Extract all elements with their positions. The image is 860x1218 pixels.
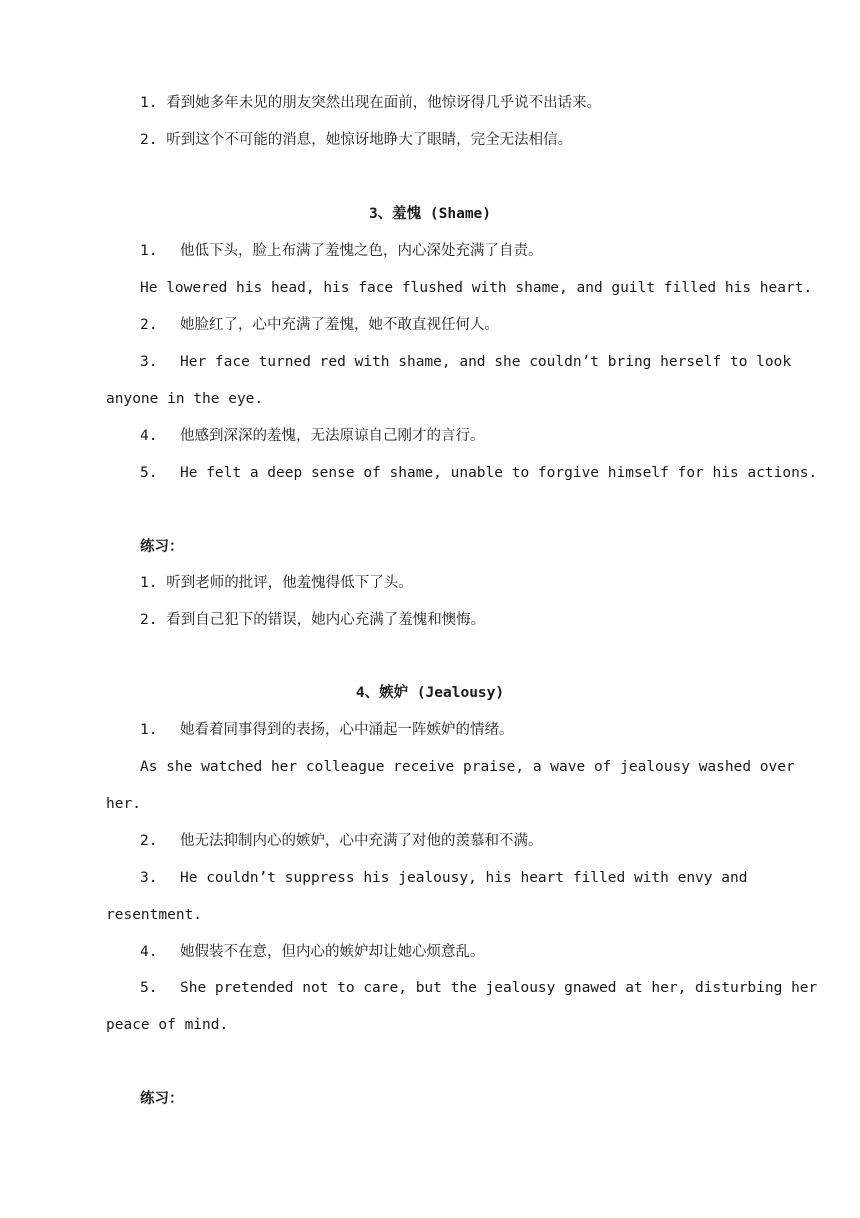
sentence-number: 4. [140,944,158,960]
sentence-cn: 他感到深深的羞愧，无法原谅自己刚才的言行。 [180,428,485,444]
section-heading-shame: 3、羞愧 (Shame) [368,206,492,222]
section-heading-jealousy: 4、嫉妒 (Jealousy) [355,685,505,701]
sentence-en: He lowered his head, his face flushed with shame, and guilt filled his heart. [140,280,813,296]
sentence-number: 5. [140,465,158,481]
sentence-en: As she watched her colleague receive praise, a wave of jealousy washed over [140,759,795,775]
practice-item: 2. 看到自己犯下的错误，她内心充满了羞愧和懊悔。 [140,612,486,628]
sentence-number: 1. [140,722,158,738]
sentence-number: 1. [140,243,158,259]
sentence-en: He couldn’t suppress his jealousy, his heart filled with envy and [180,870,748,886]
sentence-en: He felt a deep sense of shame, unable to forgive himself for his actions. [180,465,818,481]
sentence-cn: 她脸红了，心中充满了羞愧，她不敢直视任何人。 [180,317,499,333]
sentence-cn: 她假装不在意，但内心的嫉妒却让她心烦意乱。 [180,944,485,960]
sentence-number: 5. [140,980,158,996]
sentence-en-continued: her. [106,796,141,812]
practice-label: 练习： [140,1091,184,1107]
sentence-cn: 他低下头，脸上布满了羞愧之色，内心深处充满了自责。 [180,243,543,259]
sentence-en-continued: anyone in the eye. [106,391,264,407]
sentence-en: Her face turned red with shame, and she couldn’t bring herself to look [180,354,792,370]
practice-item: 2. 听到这个不可能的消息，她惊讶地睁大了眼睛，完全无法相信。 [140,132,573,148]
practice-item: 1. 听到老师的批评，他羞愧得低下了头。 [140,575,413,591]
sentence-number: 4. [140,428,158,444]
practice-item: 1. 看到她多年未见的朋友突然出现在面前，他惊讶得几乎说不出话来。 [140,95,602,111]
sentence-en-continued: peace of mind. [106,1017,229,1033]
sentence-cn: 她看着同事得到的表扬，心中涌起一阵嫉妒的情绪。 [180,722,514,738]
practice-label: 练习： [140,539,184,555]
sentence-number: 2. [140,317,158,333]
sentence-en-continued: resentment. [106,907,203,923]
sentence-number: 3. [140,354,158,370]
sentence-cn: 他无法抑制内心的嫉妒，心中充满了对他的羡慕和不满。 [180,833,543,849]
sentence-en: She pretended not to care, but the jealousy gnawed at her, disturbing her [180,980,818,996]
sentence-number: 2. [140,833,158,849]
sentence-number: 3. [140,870,158,886]
